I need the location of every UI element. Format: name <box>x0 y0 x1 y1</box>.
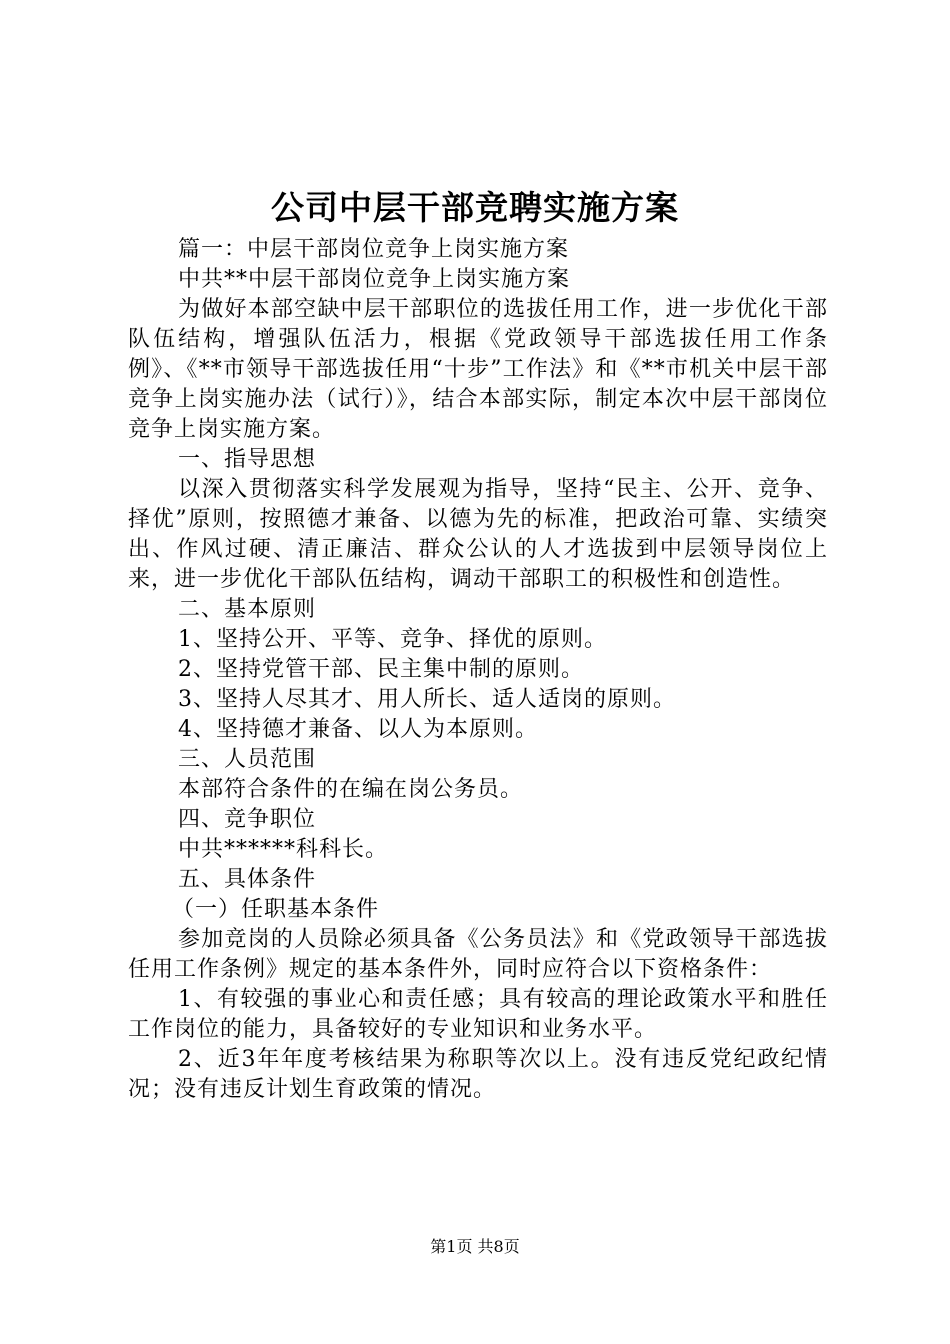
section-heading-guiding-thought: 一、指导思想 <box>178 447 317 472</box>
paragraph-personnel-scope: 本部符合条件的在编在岗公务员。 <box>178 777 524 802</box>
paragraph-part-heading: 篇一：中层干部岗位竞争上岗实施方案 <box>178 237 570 262</box>
paragraph-guiding-thought: 以深入贯彻落实科学发展观为指导，坚持“民主、公开、竞争、择优”原则，按照德才兼备、以德为先的标准，把政治可靠、实绩突出、作风过硬、清正廉洁、群众公认的人才选拔到中层领导岗位上来，进一步优化干部队伍结构，调动干部职工的积极性和创造性。 <box>128 477 828 592</box>
section-heading-positions: 四、竞争职位 <box>178 807 317 832</box>
paragraph-conditions-intro: 参加竞岗的人员除必须具备《公务员法》和《党政领导干部选拔任用工作条例》规定的基本条件外，同时应符合以下资格条件： <box>128 927 828 982</box>
principle-item-1: 1、坚持公开、平等、竞争、择优的原则。 <box>178 627 607 652</box>
section-heading-basic-principles: 二、基本原则 <box>178 597 317 622</box>
principle-item-2: 2、坚持党管干部、民主集中制的原则。 <box>178 657 584 682</box>
page-footer: 第1页 共8页 <box>430 1237 520 1256</box>
section-heading-personnel-scope: 三、人员范围 <box>178 747 317 772</box>
principle-item-4: 4、坚持德才兼备、以人为本原则。 <box>178 717 538 742</box>
condition-item-1: 1、有较强的事业心和责任感；具有较高的理论政策水平和胜任工作岗位的能力，具备较好的专业知识和业务水平。 <box>128 987 828 1042</box>
section-heading-conditions: 五、具体条件 <box>178 867 317 892</box>
condition-item-2: 2、近3年年度考核结果为称职等次以上。没有违反党纪政纪情况；没有违反计划生育政策的情况。 <box>128 1047 828 1102</box>
subsection-heading-basic-conditions: （一）任职基本条件 <box>172 897 380 922</box>
paragraph-intro: 为做好本部空缺中层干部职位的选拔任用工作，进一步优化干部队伍结构，增强队伍活力，根据《党政领导干部选拔任用工作条例》、《**市领导干部选拔任用“十步”工作法》和《**市机关中层干部竞争上岗实施办法（试行）》，结合本部实际，制定本次中层干部岗位竞争上岗实施方案。 <box>128 297 828 442</box>
principle-item-3: 3、坚持人尽其才、用人所长、适人适岗的原则。 <box>178 687 676 712</box>
document-title: 公司中层干部竞聘实施方案 <box>271 188 679 227</box>
paragraph-plan-name: 中共**中层干部岗位竞争上岗实施方案 <box>178 267 571 292</box>
paragraph-positions: 中共******科科长。 <box>178 837 389 862</box>
document-body <box>128 235 828 1105</box>
